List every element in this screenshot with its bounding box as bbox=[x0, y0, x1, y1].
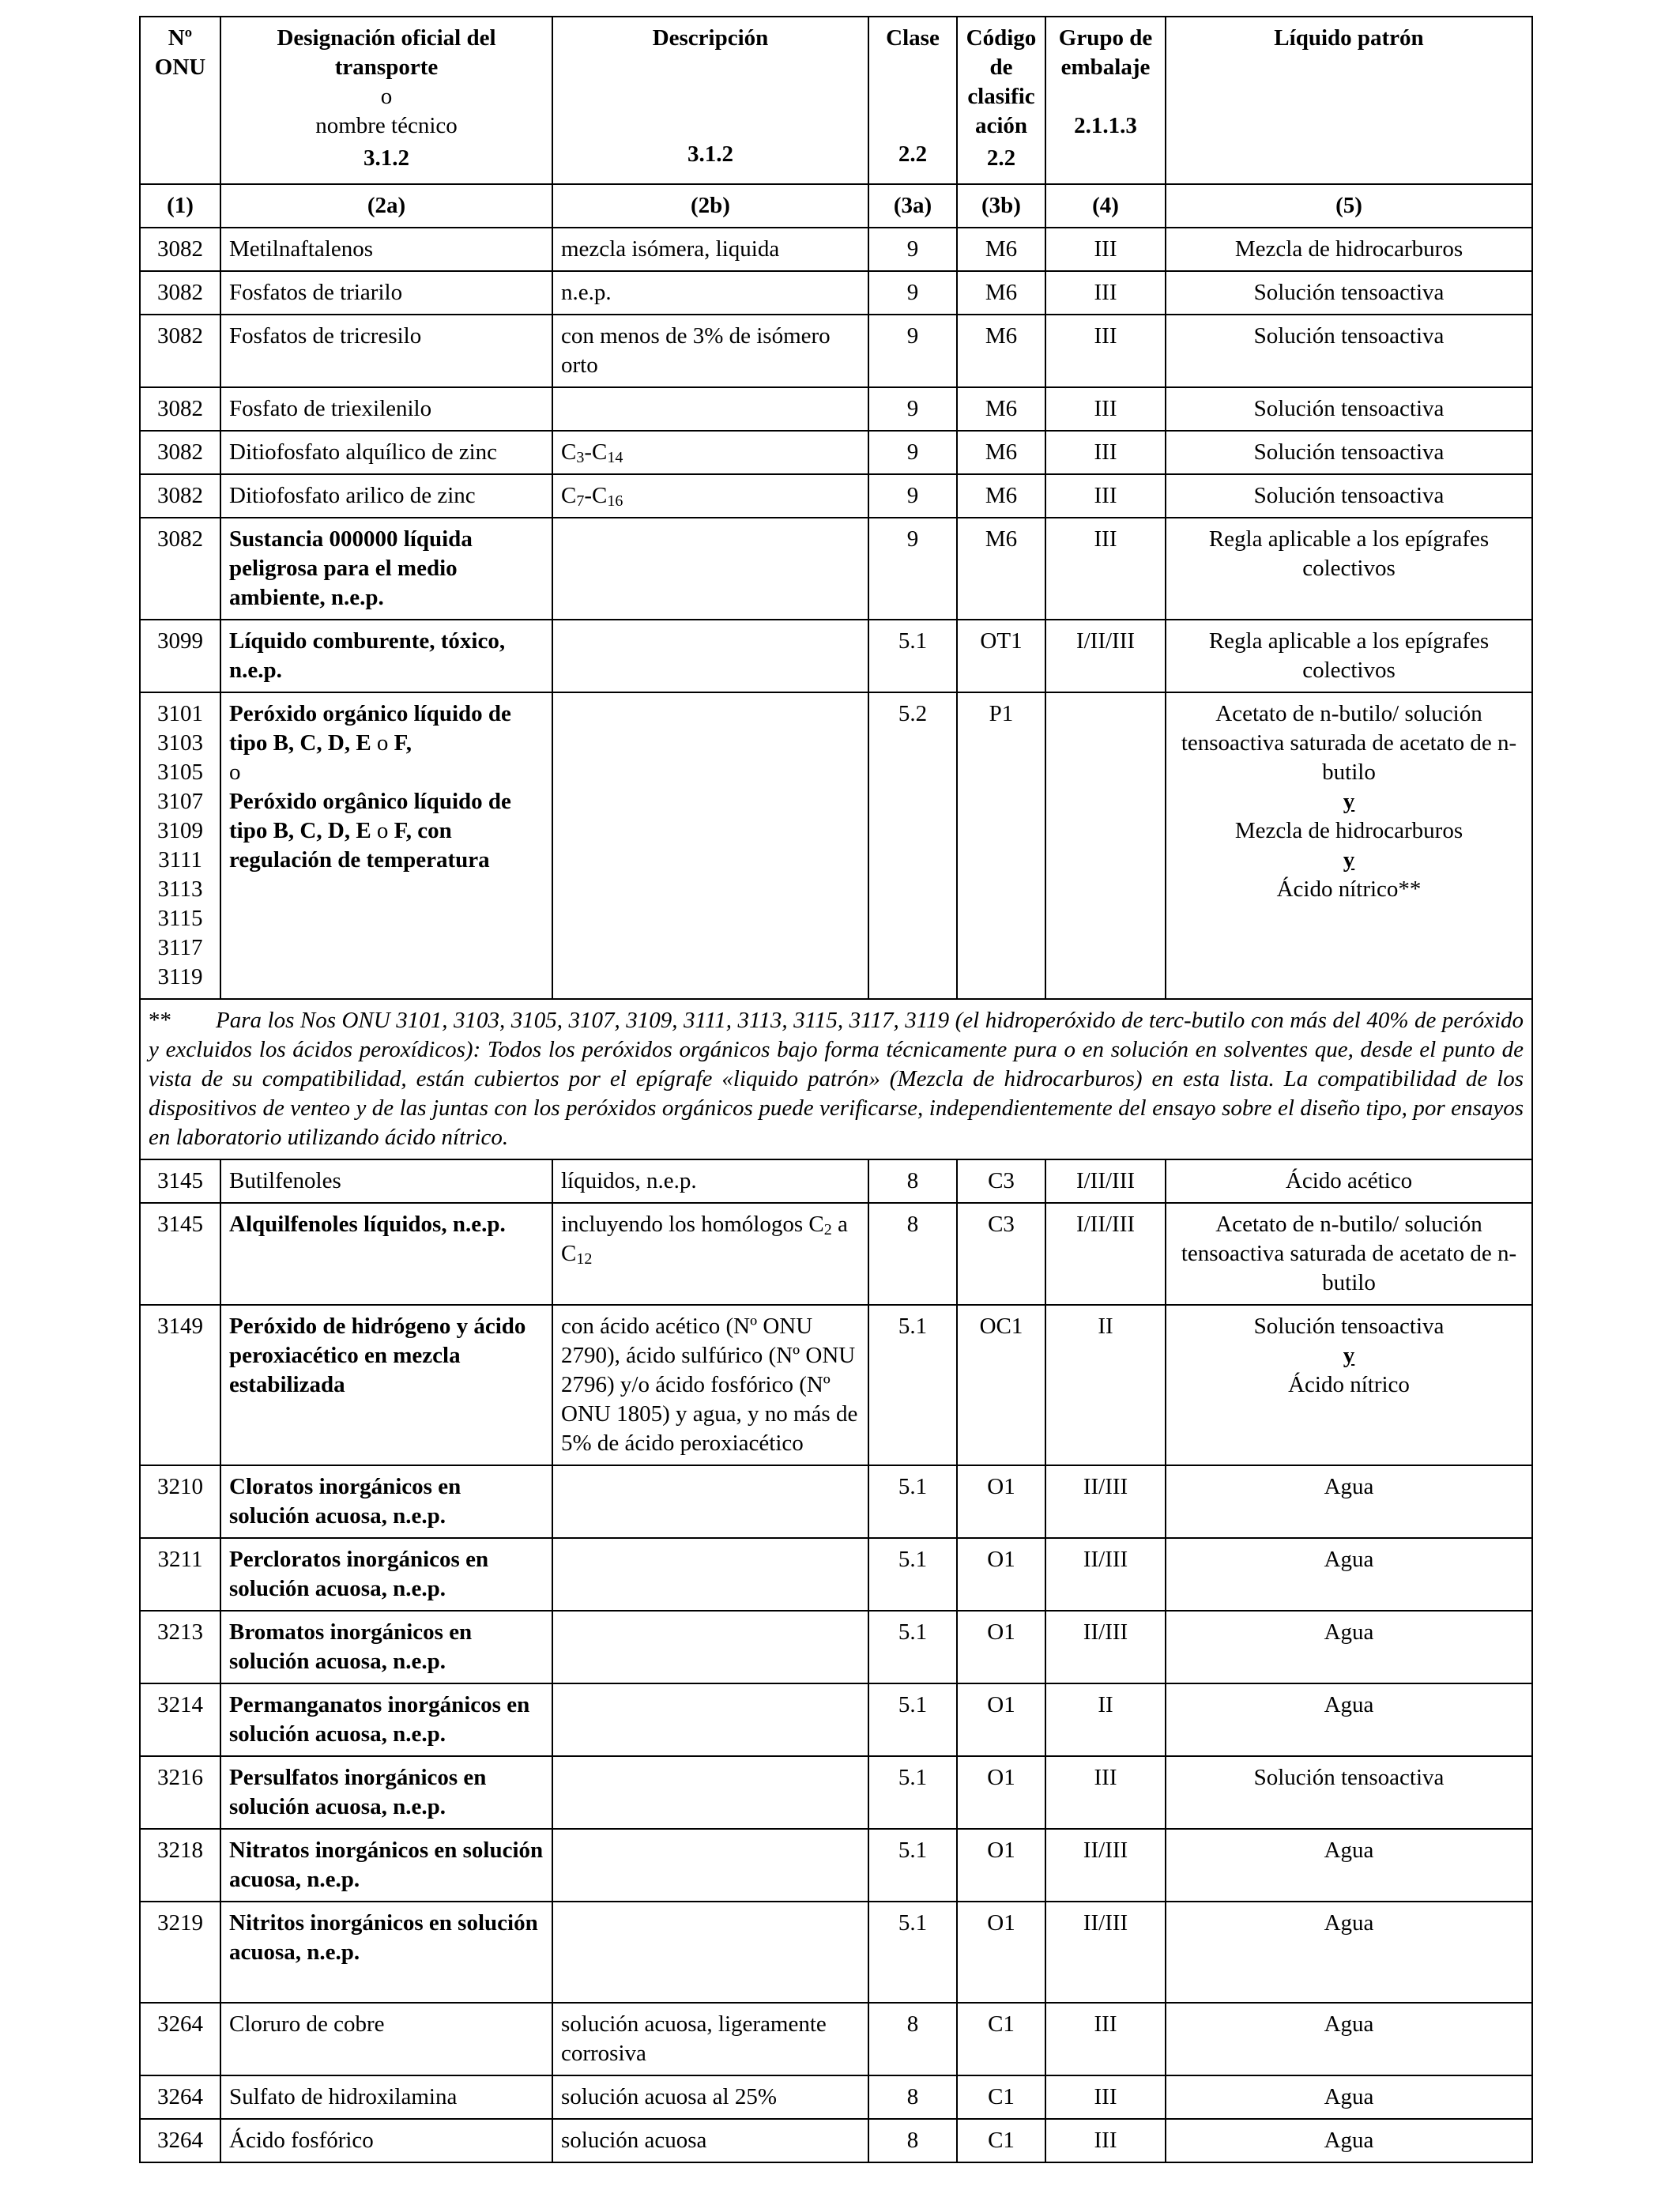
table-row bbox=[140, 431, 1532, 474]
cell-name: Ditiofosfato alquílico de zinc bbox=[220, 431, 552, 474]
cell-liquid: Solución tensoactiva bbox=[1166, 431, 1532, 474]
cell-group: III bbox=[1045, 315, 1166, 387]
cell-liquid: Acetato de n-butilo/ solución tensoactiva saturada de acetato de n-butilo y Mezcla de hidrocarburos y Ácido nítrico** bbox=[1166, 692, 1532, 999]
cell-liquid: Ácido acético bbox=[1166, 1159, 1532, 1203]
cell-code: OC1 bbox=[957, 1305, 1045, 1465]
cell-desc: con ácido acético (Nº ONU 2790), ácido sulfúrico (Nº ONU 2796) y/o ácido fosfórico (Nº ONU 1805) y agua, y no más de 5% de ácido peroxiacético bbox=[552, 1305, 868, 1465]
cell-class: 8 bbox=[868, 2119, 957, 2162]
cell-name: Ácido fosfórico bbox=[220, 2119, 552, 2162]
cell-group: III bbox=[1045, 518, 1166, 620]
cell-name: Cloratos inorgánicos en solución acuosa, n.e.p. bbox=[220, 1465, 552, 1538]
cell-liquid: Solución tensoactiva bbox=[1166, 1756, 1532, 1829]
cell-desc: $C_7-C_{16}$ bbox=[552, 474, 868, 518]
cell-code: O1 bbox=[957, 1611, 1045, 1683]
cell-desc: solución acuosa al 25% bbox=[552, 2075, 868, 2119]
cell-group: II/III bbox=[1045, 1538, 1166, 1611]
header-packing-group: Grupo de embalaje 2.1.1.3 bbox=[1045, 17, 1166, 184]
cell-group: II/III bbox=[1045, 1902, 1166, 2003]
cell-name: Fosfatos de tricresilo bbox=[220, 315, 552, 387]
cell-liquid: Solución tensoactiva y Ácido nítrico bbox=[1166, 1305, 1532, 1465]
cell-desc: solución acuosa, ligeramente corrosiva bbox=[552, 2003, 868, 2075]
cell-name: Peróxido orgánico líquido de tipo B, C, D, E o F, o Peróxido orgânico líquido de tipo B, C, D, E o F, con regulación de temperatura bbox=[220, 692, 552, 999]
cell-group: III bbox=[1045, 1756, 1166, 1829]
cell-group: III bbox=[1045, 2003, 1166, 2075]
cell-onu: 3149 bbox=[140, 1305, 220, 1465]
cell-code: OT1 bbox=[957, 620, 1045, 692]
cell-onu: 3264 bbox=[140, 2003, 220, 2075]
cell-group: III bbox=[1045, 474, 1166, 518]
cell-class: 5.1 bbox=[868, 1683, 957, 1756]
cell-code: M6 bbox=[957, 387, 1045, 431]
colnum-2a: (2a) bbox=[220, 184, 552, 228]
cell-onu: 3082 bbox=[140, 431, 220, 474]
cell-name: Butilfenoles bbox=[220, 1159, 552, 1203]
cell-name: Alquilfenoles líquidos, n.e.p. bbox=[220, 1203, 552, 1305]
table-row bbox=[140, 1611, 1532, 1683]
cell-desc bbox=[552, 1538, 868, 1611]
cell-code: C3 bbox=[957, 1203, 1045, 1305]
table-row bbox=[140, 2075, 1532, 2119]
cell-name: Fosfato de triexilenilo bbox=[220, 387, 552, 431]
cell-class: 8 bbox=[868, 1203, 957, 1305]
cell-name: Nitritos inorgánicos en solución acuosa, n.e.p. bbox=[220, 1902, 552, 2003]
cell-class: 5.1 bbox=[868, 1611, 957, 1683]
table-row bbox=[140, 1683, 1532, 1756]
table-row bbox=[140, 1829, 1532, 1902]
table-row bbox=[140, 620, 1532, 692]
cell-liquid: Agua bbox=[1166, 1465, 1532, 1538]
cell-name: Permanganatos inorgánicos en solución acuosa, n.e.p. bbox=[220, 1683, 552, 1756]
cell-desc bbox=[552, 692, 868, 999]
table-row bbox=[140, 1203, 1532, 1305]
colnum-3b: (3b) bbox=[957, 184, 1045, 228]
cell-class: 9 bbox=[868, 518, 957, 620]
cell-onu: 3082 bbox=[140, 315, 220, 387]
cell-liquid: Agua bbox=[1166, 2003, 1532, 2075]
cell-desc bbox=[552, 1756, 868, 1829]
cell-liquid: Agua bbox=[1166, 1902, 1532, 2003]
cell-code: O1 bbox=[957, 1756, 1045, 1829]
cell-name: Sustancia 000000 líquida peligrosa para el medio ambiente, n.e.p. bbox=[220, 518, 552, 620]
cell-onu: 3210 bbox=[140, 1465, 220, 1538]
cell-code: C1 bbox=[957, 2075, 1045, 2119]
colnum-1: (1) bbox=[140, 184, 220, 228]
cell-onu: 3218 bbox=[140, 1829, 220, 1902]
footnote-row bbox=[140, 999, 1532, 1159]
cell-group: II bbox=[1045, 1683, 1166, 1756]
cell-desc: solución acuosa bbox=[552, 2119, 868, 2162]
liquid-reference-table bbox=[139, 16, 1533, 2163]
header-class: Clase 2.2 bbox=[868, 17, 957, 184]
table-row bbox=[140, 2003, 1532, 2075]
cell-group: III bbox=[1045, 228, 1166, 271]
cell-liquid: Agua bbox=[1166, 1611, 1532, 1683]
table-row bbox=[140, 1465, 1532, 1538]
colnum-2b: (2b) bbox=[552, 184, 868, 228]
cell-group: I/II/III bbox=[1045, 620, 1166, 692]
cell-name: Peróxido de hidrógeno y ácido peroxiacético en mezcla estabilizada bbox=[220, 1305, 552, 1465]
cell-liquid: Mezcla de hidrocarburos bbox=[1166, 228, 1532, 271]
cell-class: 9 bbox=[868, 271, 957, 315]
cell-onu: 3145 bbox=[140, 1203, 220, 1305]
cell-code: M6 bbox=[957, 518, 1045, 620]
table-row bbox=[140, 1538, 1532, 1611]
cell-code: P1 bbox=[957, 692, 1045, 999]
cell-liquid: Regla aplicable a los epígrafes colectivos bbox=[1166, 518, 1532, 620]
cell-desc: con menos de 3% de isómero orto bbox=[552, 315, 868, 387]
header-reference-liquid: Líquido patrón bbox=[1166, 17, 1532, 184]
cell-group: III bbox=[1045, 2075, 1166, 2119]
header-row bbox=[140, 17, 1532, 184]
cell-liquid: Agua bbox=[1166, 2075, 1532, 2119]
cell-onu: 3216 bbox=[140, 1756, 220, 1829]
cell-liquid: Agua bbox=[1166, 1538, 1532, 1611]
table-row bbox=[140, 315, 1532, 387]
cell-desc bbox=[552, 1611, 868, 1683]
cell-name: Persulfatos inorgánicos en solución acuosa, n.e.p. bbox=[220, 1756, 552, 1829]
cell-name: Cloruro de cobre bbox=[220, 2003, 552, 2075]
cell-group: III bbox=[1045, 2119, 1166, 2162]
cell-group: II/III bbox=[1045, 1829, 1166, 1902]
cell-desc bbox=[552, 1902, 868, 2003]
table-row bbox=[140, 228, 1532, 271]
cell-desc bbox=[552, 1465, 868, 1538]
cell-class: 9 bbox=[868, 474, 957, 518]
cell-desc bbox=[552, 518, 868, 620]
cell-onu: 3082 bbox=[140, 387, 220, 431]
cell-code: C3 bbox=[957, 1159, 1045, 1203]
header-designation: Designación oficial del transporte o nombre técnico 3.1.2 bbox=[220, 17, 552, 184]
cell-name: Sulfato de hidroxilamina bbox=[220, 2075, 552, 2119]
header-description: Descripción 3.1.2 bbox=[552, 17, 868, 184]
cell-name: Nitratos inorgánicos en solución acuosa, n.e.p. bbox=[220, 1829, 552, 1902]
cell-liquid: Agua bbox=[1166, 1829, 1532, 1902]
cell-code: O1 bbox=[957, 1829, 1045, 1902]
cell-desc: $C_3-C_{14}$ bbox=[552, 431, 868, 474]
cell-onu: 3082 bbox=[140, 474, 220, 518]
cell-onu: 3264 bbox=[140, 2119, 220, 2162]
cell-group: II/III bbox=[1045, 1465, 1166, 1538]
column-number-row bbox=[140, 184, 1532, 228]
cell-liquid: Acetato de n-butilo/ solución tensoactiva saturada de acetato de n-butilo bbox=[1166, 1203, 1532, 1305]
cell-code: O1 bbox=[957, 1538, 1045, 1611]
cell-class: 9 bbox=[868, 315, 957, 387]
footnote: ** Para los Nos ONU 3101, 3103, 3105, 3107, 3109, 3111, 3113, 3115, 3117, 3119 (el hidroperóxido de terc-butilo con más del 40% de peróxido y excluidos los ácidos peroxídicos): Todos los peróxidos orgánicos bajo forma técnicamente pura o en solución en solventes que, desde el punto de vista de su compatibilidad, están cubiertos por el epígrafe «liquido patrón» (Mezcla de hidrocarburos) en esta lista. La compatibilidad de los dispositivos de venteo y de las juntas con los peróxidos orgánicos puede verificarse, independientemente del ensayo sobre el diseño tipo, por ensayos en laboratorio utilizando ácido nítrico. bbox=[140, 999, 1532, 1159]
cell-class: 5.1 bbox=[868, 1902, 957, 2003]
cell-name: Ditiofosfato arilico de zinc bbox=[220, 474, 552, 518]
table-row bbox=[140, 2119, 1532, 2162]
cell-desc bbox=[552, 1683, 868, 1756]
cell-onu: 3099 bbox=[140, 620, 220, 692]
cell-class: 5.1 bbox=[868, 1538, 957, 1611]
cell-code: C1 bbox=[957, 2119, 1045, 2162]
table-row bbox=[140, 387, 1532, 431]
cell-class: 8 bbox=[868, 2075, 957, 2119]
cell-onu: 3219 bbox=[140, 1902, 220, 2003]
cell-class: 9 bbox=[868, 387, 957, 431]
cell-name: Metilnaftalenos bbox=[220, 228, 552, 271]
header-classification-code: Código de clasific ación 2.2 bbox=[957, 17, 1045, 184]
cell-code: M6 bbox=[957, 228, 1045, 271]
table-row bbox=[140, 692, 1532, 999]
cell-code: O1 bbox=[957, 1683, 1045, 1756]
table-row bbox=[140, 1756, 1532, 1829]
cell-liquid: Regla aplicable a los epígrafes colectivos bbox=[1166, 620, 1532, 692]
cell-onu: 3211 bbox=[140, 1538, 220, 1611]
cell-liquid: Solución tensoactiva bbox=[1166, 474, 1532, 518]
table-row bbox=[140, 1305, 1532, 1465]
cell-name: Líquido comburente, tóxico, n.e.p. bbox=[220, 620, 552, 692]
cell-onu: 3145 bbox=[140, 1159, 220, 1203]
cell-class: 5.1 bbox=[868, 1305, 957, 1465]
cell-class: 9 bbox=[868, 228, 957, 271]
cell-group: I/II/III bbox=[1045, 1159, 1166, 1203]
cell-desc bbox=[552, 620, 868, 692]
cell-class: 5.1 bbox=[868, 1829, 957, 1902]
cell-onu: 3264 bbox=[140, 2075, 220, 2119]
cell-code: M6 bbox=[957, 431, 1045, 474]
cell-onu: 3082 bbox=[140, 271, 220, 315]
cell-class: 5.2 bbox=[868, 692, 957, 999]
cell-name: Fosfatos de triarilo bbox=[220, 271, 552, 315]
cell-code: O1 bbox=[957, 1902, 1045, 2003]
cell-liquid: Solución tensoactiva bbox=[1166, 315, 1532, 387]
header-onu: Nº ONU bbox=[140, 17, 220, 184]
cell-onu: 3213 bbox=[140, 1611, 220, 1683]
cell-group: II bbox=[1045, 1305, 1166, 1465]
cell-group: III bbox=[1045, 271, 1166, 315]
cell-class: 5.1 bbox=[868, 620, 957, 692]
cell-desc: mezcla isómera, liquida bbox=[552, 228, 868, 271]
cell-class: 5.1 bbox=[868, 1756, 957, 1829]
cell-desc bbox=[552, 1829, 868, 1902]
cell-code: M6 bbox=[957, 271, 1045, 315]
table-row bbox=[140, 474, 1532, 518]
cell-group: II/III bbox=[1045, 1611, 1166, 1683]
table-row bbox=[140, 518, 1532, 620]
cell-group: III bbox=[1045, 431, 1166, 474]
cell-liquid: Solución tensoactiva bbox=[1166, 271, 1532, 315]
cell-code: C1 bbox=[957, 2003, 1045, 2075]
cell-onu: 3082 bbox=[140, 228, 220, 271]
colnum-5: (5) bbox=[1166, 184, 1532, 228]
colnum-4: (4) bbox=[1045, 184, 1166, 228]
cell-liquid: Agua bbox=[1166, 1683, 1532, 1756]
cell-liquid: Solución tensoactiva bbox=[1166, 387, 1532, 431]
cell-class: 5.1 bbox=[868, 1465, 957, 1538]
cell-class: 9 bbox=[868, 431, 957, 474]
cell-group: I/II/III bbox=[1045, 1203, 1166, 1305]
colnum-3a: (3a) bbox=[868, 184, 957, 228]
table-row bbox=[140, 1902, 1532, 2003]
cell-onu: 3214 bbox=[140, 1683, 220, 1756]
table-row bbox=[140, 271, 1532, 315]
cell-class: 8 bbox=[868, 2003, 957, 2075]
cell-desc bbox=[552, 387, 868, 431]
cell-onu: 3082 bbox=[140, 518, 220, 620]
cell-group: III bbox=[1045, 387, 1166, 431]
table-row bbox=[140, 1159, 1532, 1203]
cell-code: M6 bbox=[957, 474, 1045, 518]
cell-code: O1 bbox=[957, 1465, 1045, 1538]
cell-desc: incluyendo los homólogos $C_2$ a $C_{12}$ bbox=[552, 1203, 868, 1305]
cell-desc: n.e.p. bbox=[552, 271, 868, 315]
cell-name: Percloratos inorgánicos en solución acuosa, n.e.p. bbox=[220, 1538, 552, 1611]
cell-code: M6 bbox=[957, 315, 1045, 387]
cell-desc: líquidos, n.e.p. bbox=[552, 1159, 868, 1203]
cell-onu-list: 3101 3103 3105 3107 3109 3111 3113 3115 3117 3119 bbox=[140, 692, 220, 999]
cell-group bbox=[1045, 692, 1166, 999]
cell-class: 8 bbox=[868, 1159, 957, 1203]
cell-name: Bromatos inorgánicos en solución acuosa, n.e.p. bbox=[220, 1611, 552, 1683]
cell-liquid: Agua bbox=[1166, 2119, 1532, 2162]
